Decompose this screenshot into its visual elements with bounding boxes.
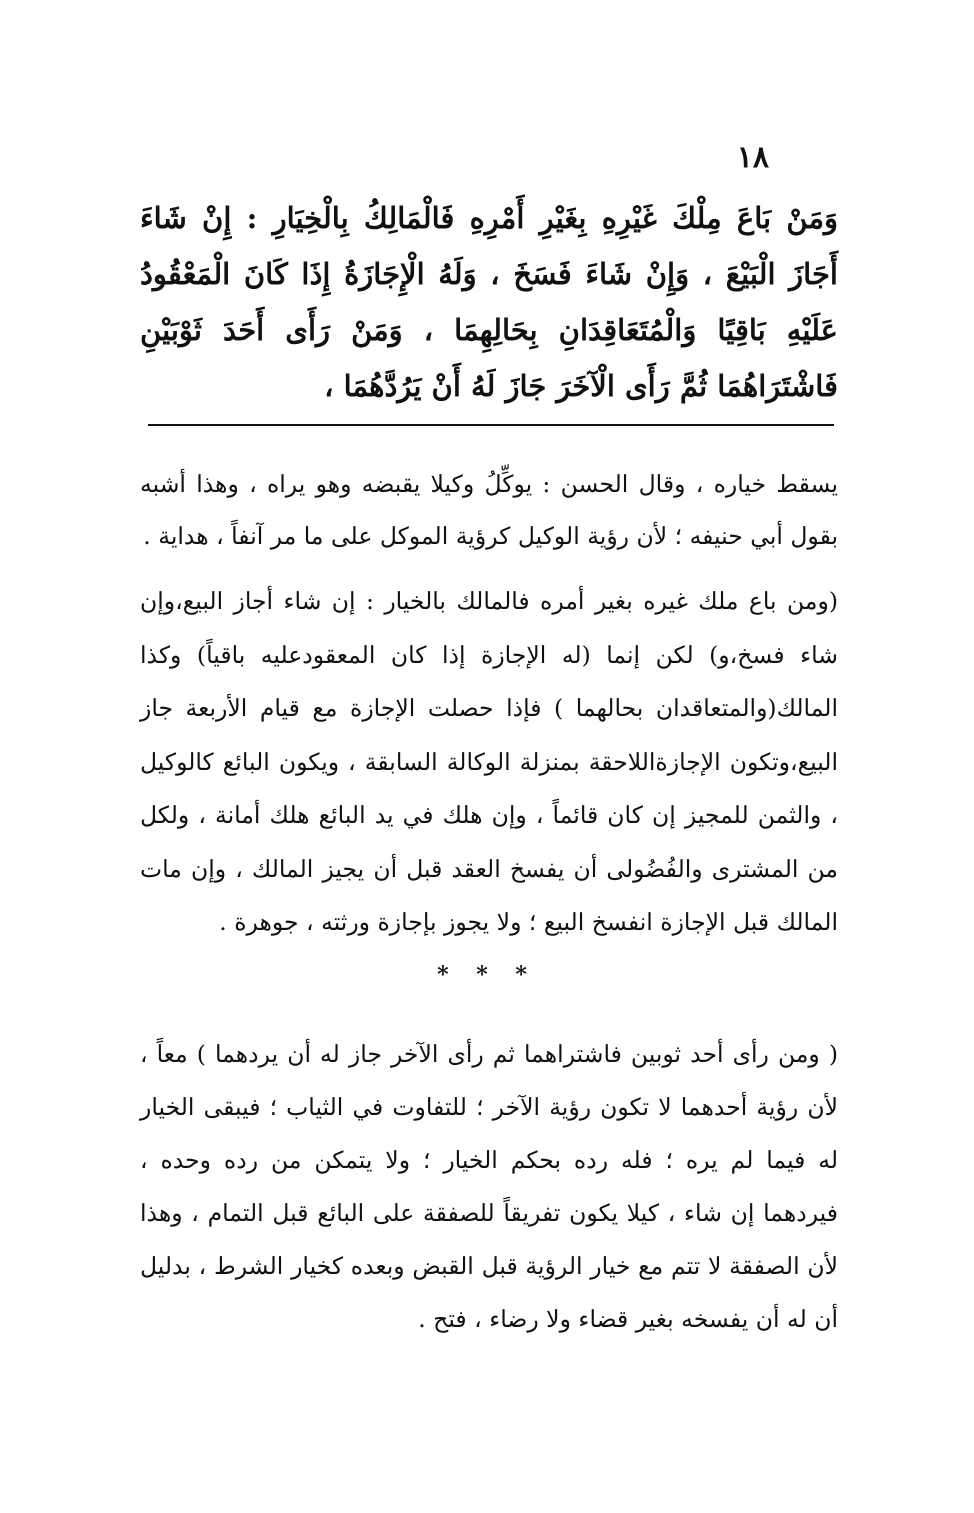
commentary-paragraph-1: يسقط خياره ، وقال الحسن : يوكِّلُ وكيلا يقبضه وهو يراه ، وهذا أشبه بقول أبي حنيفه ؛ لأن رؤية الوكيل كرؤية الموكل على ما مر آنفاً ، هداية . [140, 470, 838, 550]
section-separator: * * * [437, 962, 537, 988]
commentary-paragraph-3: ( ومن رأى أحد ثوبين فاشتراهما ثم رأى الآخر جاز له أن يردهما ) معاً ، لأن رؤية أحدهما لا تكون رؤية الآخر ؛ للتفاوت في الثياب ؛ فيبقى الخيار له فيما لم يره ؛ فله رده بحكم الخيار ؛ ولا يتمكن من رده وحده ، فيردهما إن شاء ، كيلا يكون تفريقاً للصفقة على البائع قبل التمام ، وهذا لأن الصفقة لا تتم مع خيار الرؤية قبل القبض وبعده كخيار الشرط ، بدليل أن له أن يفسخه بغير قضاء ولا رضاء ، فتح . [140, 1040, 838, 1333]
main-text: وَمَنْ بَاعَ مِلْكَ غَيْرِهِ بِغَيْرِ أَمْرِهِ فَالْمَالِكُ بِالْخِيَارِ : إِنْ شَاءَ أَجَازَ الْبَيْعَ ، وَإِنْ شَاءَ فَسَخَ ، وَلَهُ الْإِجَازَةُ إِذَا كَانَ الْمَعْقُودُ عَلَيْهِ بَاقِيًا وَالْمُتَعَاقِدَانِ بِحَالِهِمَا ، وَمَنْ رَأَى أَحَدَ ثَوْبَيْنِ فَاشْتَرَاهُمَا ثُمَّ رَأَى الْآخَرَ جَازَ لَهُ أَنْ يَرُدَّهُمَا ، [140, 201, 838, 403]
commentary-paragraph-2: (ومن باع ملك غيره بغير أمره فالمالك بالخيار : إن شاء أجاز البيع،وإن شاء فسخ،و) لكن إنما (له الإجازة إذا كان المعقودعليه باقياً) وكذا المالك(والمتعاقدان بحالهما ) فإذا حصلت الإجازة مع قيام الأربعة جاز البيع،وتكون الإجازةاللاحقة بمنزلة الوكالة السابقة ، ويكون البائع كالوكيل ، والثمن للمجيز إن كان قائماً ، وإن هلك في يد البائع هلك أمانة ، ولكل من المشترى والفُضُولى أن يفسخ العقد قبل أن يجيز المالك ، وإن مات المالك قبل الإجازة انفسخ البيع ؛ ولا يجوز بإجازة ورثته ، جوهرة . [140, 587, 838, 936]
page-number: ١٨ [736, 140, 769, 175]
divider-line [148, 424, 834, 426]
